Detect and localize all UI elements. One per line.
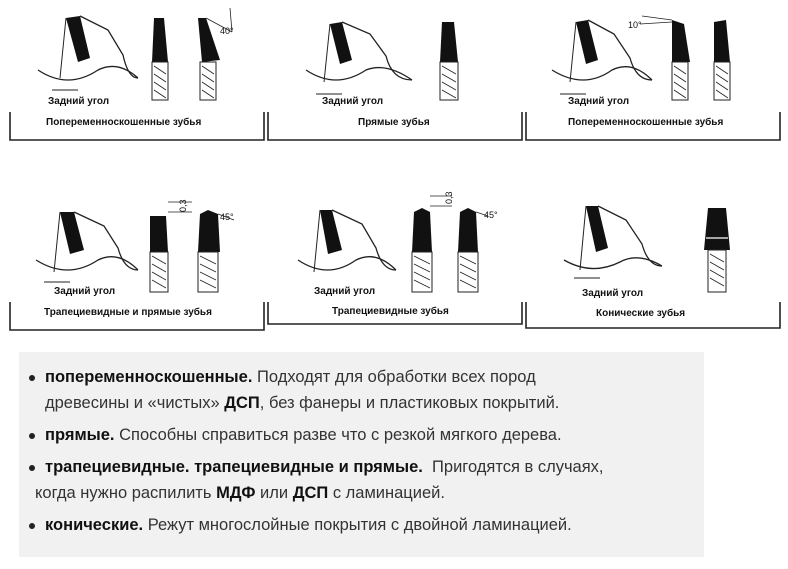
panel-caption: Попеременноскошенные зубья — [568, 117, 724, 128]
diagram-panel-alternate-bevel-2 — [524, 0, 782, 150]
tooth-types-list — [35, 364, 704, 538]
description: или — [260, 484, 289, 502]
rake-angle-label: Задний угол — [48, 96, 110, 107]
panel-caption: Попеременноскошенные зубья — [46, 117, 202, 128]
description: Пригодятся в случаях, — [432, 458, 604, 476]
term: попеременноскошенные. — [45, 368, 253, 386]
term: прямые. — [45, 426, 115, 444]
panel-caption: Конические зубья — [596, 308, 686, 319]
angle-dimension: 45° — [220, 212, 234, 222]
list-item — [45, 422, 704, 448]
diagram-panel-trapezoid — [266, 190, 524, 340]
term-inline: МДФ — [216, 484, 256, 502]
rake-angle-label: Задний угол — [314, 286, 376, 297]
angle-dimension: 45° — [484, 210, 498, 220]
rake-angle-label: Задний угол — [322, 96, 384, 107]
rake-angle-label: Задний угол — [54, 286, 116, 297]
description: Подходят для обработки всех пород — [257, 368, 536, 386]
tooth-types-info-box — [19, 352, 704, 557]
description: Режут многослойные покрытия с двойной ламинацией. — [147, 516, 572, 534]
panel-caption: Прямые зубья — [358, 117, 430, 128]
angle-dimension: 40° — [220, 26, 234, 36]
diagram-panel-straight — [266, 0, 524, 150]
list-item — [35, 454, 704, 506]
rake-angle-label: Задний угол — [582, 288, 644, 299]
term: трапециевидные. трапециевидные и прямые. — [45, 458, 423, 476]
rake-angle-label: Задний угол — [568, 96, 630, 107]
description: , без фанеры и пластиковых покрытий. — [259, 394, 560, 412]
diagram-panel-alternate-bevel-1 — [8, 0, 266, 150]
description: когда нужно распилить — [35, 484, 212, 502]
list-item — [45, 512, 704, 538]
term: конические. — [45, 516, 144, 534]
angle-dimension: 10° — [628, 20, 642, 30]
chamfer-dimension: 0,3 — [178, 199, 188, 212]
description: с ламинацией. — [332, 484, 445, 502]
panel-caption: Трапециевидные и прямые зубья — [44, 307, 212, 318]
description: древесины и «чистых» — [45, 394, 220, 412]
diagram-panel-trapezoid-straight — [8, 190, 266, 340]
diagram-panel-conical — [524, 190, 782, 340]
description: Способны справиться разве что с резкой мягкого дерева. — [119, 426, 562, 444]
chamfer-dimension: 0,3 — [444, 191, 454, 204]
term-inline: ДСП — [292, 484, 329, 502]
panel-caption: Трапециевидные зубья — [332, 306, 449, 317]
list-item — [45, 364, 704, 416]
term-inline: ДСП — [224, 394, 260, 412]
